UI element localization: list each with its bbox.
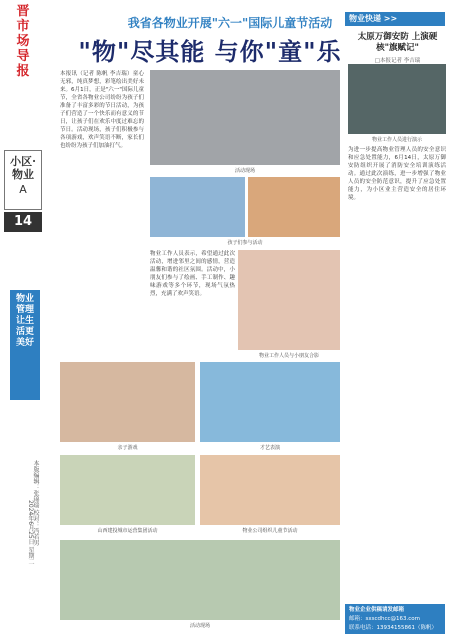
issue-date: 2024年6月25日 星期二 — [27, 500, 34, 565]
contact-box — [345, 604, 445, 634]
contact-title: 物业企业供稿请发邮箱 — [349, 607, 405, 613]
photo-caption: 活动现场 — [234, 168, 255, 174]
photo-game — [200, 362, 340, 442]
photo-caption: 物业公司组织儿童节活动 — [242, 528, 298, 534]
sidebar-header: 物业快递 >> — [345, 12, 445, 26]
left-rail — [0, 0, 46, 640]
photo-group-bottom — [60, 540, 340, 620]
contact-phone: 联系电话：13934155861（陈帆） — [349, 625, 437, 631]
photo-caption: 山西建投城市运营集团活动 — [97, 528, 158, 534]
section-letter: A — [19, 183, 27, 196]
section-title: 小区·物业 — [10, 155, 36, 181]
photo-caption: 物业工作人员与小朋友合影 — [258, 353, 319, 359]
contact-email: 邮箱：sxscdhcc@163.com — [349, 616, 421, 622]
photo-outdoor — [60, 455, 195, 525]
page-number: 14 — [4, 212, 42, 232]
headline: "物"尽其能 与你"童"乐 — [78, 37, 342, 66]
photo-kids-2 — [248, 177, 340, 237]
photo-kids-1 — [150, 177, 245, 237]
sidebar-title: 太原万御安防 上演硬核"旗赋记" — [357, 32, 438, 53]
body-column-2: 物业工作人员表示，希望通过此次活动，增进邻里之间的感情，营造温馨和谐的社区氛围。活动中，小朋友们参与了绘画、手工制作、趣味游戏等多个环节，现场气氛热烈，充满了欢声笑语。 — [150, 251, 235, 297]
photo-craft — [200, 455, 340, 525]
sidebar-photo — [348, 64, 446, 134]
section-label — [4, 150, 42, 210]
photo-caption: 亲子游戏 — [117, 445, 138, 451]
sidebar-photo-caption: 物业工作人员进行演示 — [371, 137, 422, 143]
photo-staff — [238, 250, 340, 350]
photo-caption: 才艺表演 — [259, 445, 280, 451]
photo-family — [60, 362, 195, 442]
masthead-logo: 晋 市 场 导 报 — [16, 4, 30, 79]
kicker: 我省各物业开展"六一"国际儿童节活动 — [127, 16, 333, 30]
slogan-banner: 物业管理 让生活更美好 — [10, 290, 40, 400]
editor-credit: 本版编辑：张锦瑞 校对：冯若男 — [32, 460, 39, 546]
photo-caption: 孩子们参与活动 — [227, 240, 263, 246]
sidebar-body: 为进一步提高物业管理人员的安全意识和应急处置能力，6月14日，太原万御安防组织开展了消防安全培训演练活动。通过此次演练，进一步增强了物业人员的安全防范意识，提升了应急处置能力，为小区业主营造安全的居住环境。 — [348, 147, 446, 201]
photo-caption: 活动现场 — [189, 623, 210, 629]
body-column-1: 本报讯（记者 陈帆 李吉瑞）童心无邪，纯真梦想，彩笔绘出美好未来。6月1日，正是"六一"国际儿童节，全省各物业公司纷纷为孩子们准备了丰富多彩的节日活动，为孩子们营造了一个快乐而有意义的节日，让孩子们在欢乐中度过难忘的节日。活动现场，孩子们积极参与各项游戏，欢声笑语不断，家长们也纷纷为孩子们加油打气。 — [60, 71, 144, 149]
sidebar-byline: □本报记者 李吉瑞 — [374, 58, 421, 64]
photo-group — [150, 70, 340, 165]
